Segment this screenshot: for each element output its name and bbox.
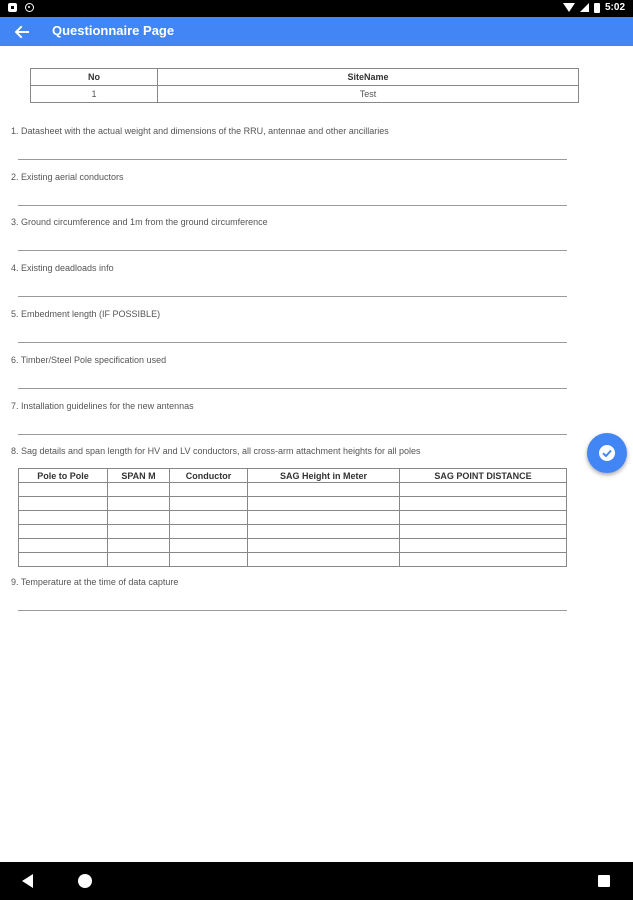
table-cell[interactable] xyxy=(170,553,248,567)
table-cell[interactable] xyxy=(108,497,170,511)
table-row[interactable] xyxy=(19,539,567,553)
sag-table-header-row xyxy=(19,469,567,483)
table-row[interactable] xyxy=(19,553,567,567)
sag-details-table xyxy=(18,468,567,567)
table-cell[interactable] xyxy=(170,511,248,525)
table-cell[interactable] xyxy=(108,511,170,525)
table-cell[interactable] xyxy=(248,525,400,539)
table-cell[interactable] xyxy=(400,525,567,539)
question-1-label: 1. Datasheet with the actual weight and dimensions of the RRU, antennae and other ancillaries xyxy=(11,126,389,136)
home-circle-icon[interactable] xyxy=(78,874,92,888)
site-table xyxy=(30,68,579,103)
table-cell[interactable] xyxy=(248,497,400,511)
table-cell[interactable] xyxy=(400,539,567,553)
table-cell[interactable] xyxy=(248,553,400,567)
table-cell[interactable] xyxy=(400,497,567,511)
notification-app-icon xyxy=(8,3,17,12)
back-button[interactable] xyxy=(12,22,32,42)
question-7-input[interactable] xyxy=(18,434,567,435)
table-cell[interactable] xyxy=(19,511,108,525)
question-8-label: 8. Sag details and span length for HV and LV conductors, all cross-arm attachment heights for all poles xyxy=(11,446,421,456)
question-4-label: 4. Existing deadloads info xyxy=(11,263,114,273)
question-6-input[interactable] xyxy=(18,388,567,389)
app-bar xyxy=(0,17,633,46)
table-cell[interactable] xyxy=(108,525,170,539)
column-header-sag-height: SAG Height in Meter xyxy=(248,469,400,483)
site-table-header-row xyxy=(31,69,579,86)
question-7-label: 7. Installation guidelines for the new antennas xyxy=(11,401,194,411)
notification-icons xyxy=(8,3,34,12)
cell-sitename: Test xyxy=(158,86,579,103)
recents-square-icon[interactable] xyxy=(598,875,610,887)
table-cell[interactable] xyxy=(19,525,108,539)
table-cell[interactable] xyxy=(400,511,567,525)
question-3-input[interactable] xyxy=(18,250,567,251)
back-triangle-icon[interactable] xyxy=(22,874,33,888)
column-header-sag-point-distance: SAG POINT DISTANCE xyxy=(400,469,567,483)
page-title: Questionnaire Page xyxy=(52,23,175,38)
table-cell[interactable] xyxy=(19,553,108,567)
table-cell[interactable] xyxy=(170,483,248,497)
signal-icon xyxy=(580,3,589,12)
question-4-input[interactable] xyxy=(18,296,567,297)
table-cell[interactable] xyxy=(170,539,248,553)
table-cell[interactable] xyxy=(170,497,248,511)
status-bar xyxy=(0,0,633,17)
column-header-sitename: SiteName xyxy=(158,69,579,86)
question-2-label: 2. Existing aerial conductors xyxy=(11,172,124,182)
table-cell[interactable] xyxy=(248,539,400,553)
column-header-conductor: Conductor xyxy=(170,469,248,483)
table-cell[interactable] xyxy=(248,511,400,525)
notification-sync-icon xyxy=(25,3,34,12)
cell-no: 1 xyxy=(31,86,158,103)
table-cell[interactable] xyxy=(108,553,170,567)
table-row[interactable] xyxy=(19,525,567,539)
system-nav-bar xyxy=(0,862,633,900)
submit-fab-button[interactable] xyxy=(587,433,627,473)
system-icons xyxy=(563,2,625,13)
table-row[interactable] xyxy=(19,511,567,525)
question-1-input[interactable] xyxy=(18,159,567,160)
question-5-label: 5. Embedment length (IF POSSIBLE) xyxy=(11,309,161,319)
table-cell[interactable] xyxy=(19,483,108,497)
question-9-input[interactable] xyxy=(18,610,567,611)
table-cell[interactable] xyxy=(19,497,108,511)
table-cell[interactable] xyxy=(248,483,400,497)
table-row[interactable] xyxy=(19,483,567,497)
table-cell[interactable] xyxy=(108,483,170,497)
question-6-label: 6. Timber/Steel Pole specification used xyxy=(11,355,167,365)
question-9-label: 9. Temperature at the time of data capture xyxy=(11,577,179,587)
clock: 5:02 xyxy=(604,2,625,13)
table-cell[interactable] xyxy=(400,553,567,567)
table-cell[interactable] xyxy=(400,483,567,497)
table-row[interactable] xyxy=(31,86,579,103)
question-3-label: 3. Ground circumference and 1m from the ground circumference xyxy=(11,217,268,227)
table-cell[interactable] xyxy=(170,525,248,539)
column-header-no: No xyxy=(31,69,158,86)
check-circle-icon xyxy=(598,444,616,462)
question-2-input[interactable] xyxy=(18,205,567,206)
column-header-pole-to-pole: Pole to Pole xyxy=(19,469,108,483)
question-5-input[interactable] xyxy=(18,342,567,343)
arrow-back-icon xyxy=(12,22,32,42)
table-cell[interactable] xyxy=(19,539,108,553)
column-header-span: SPAN M xyxy=(108,469,170,483)
table-row[interactable] xyxy=(19,497,567,511)
wifi-icon xyxy=(563,3,575,12)
table-cell[interactable] xyxy=(108,539,170,553)
battery-icon xyxy=(594,3,600,13)
